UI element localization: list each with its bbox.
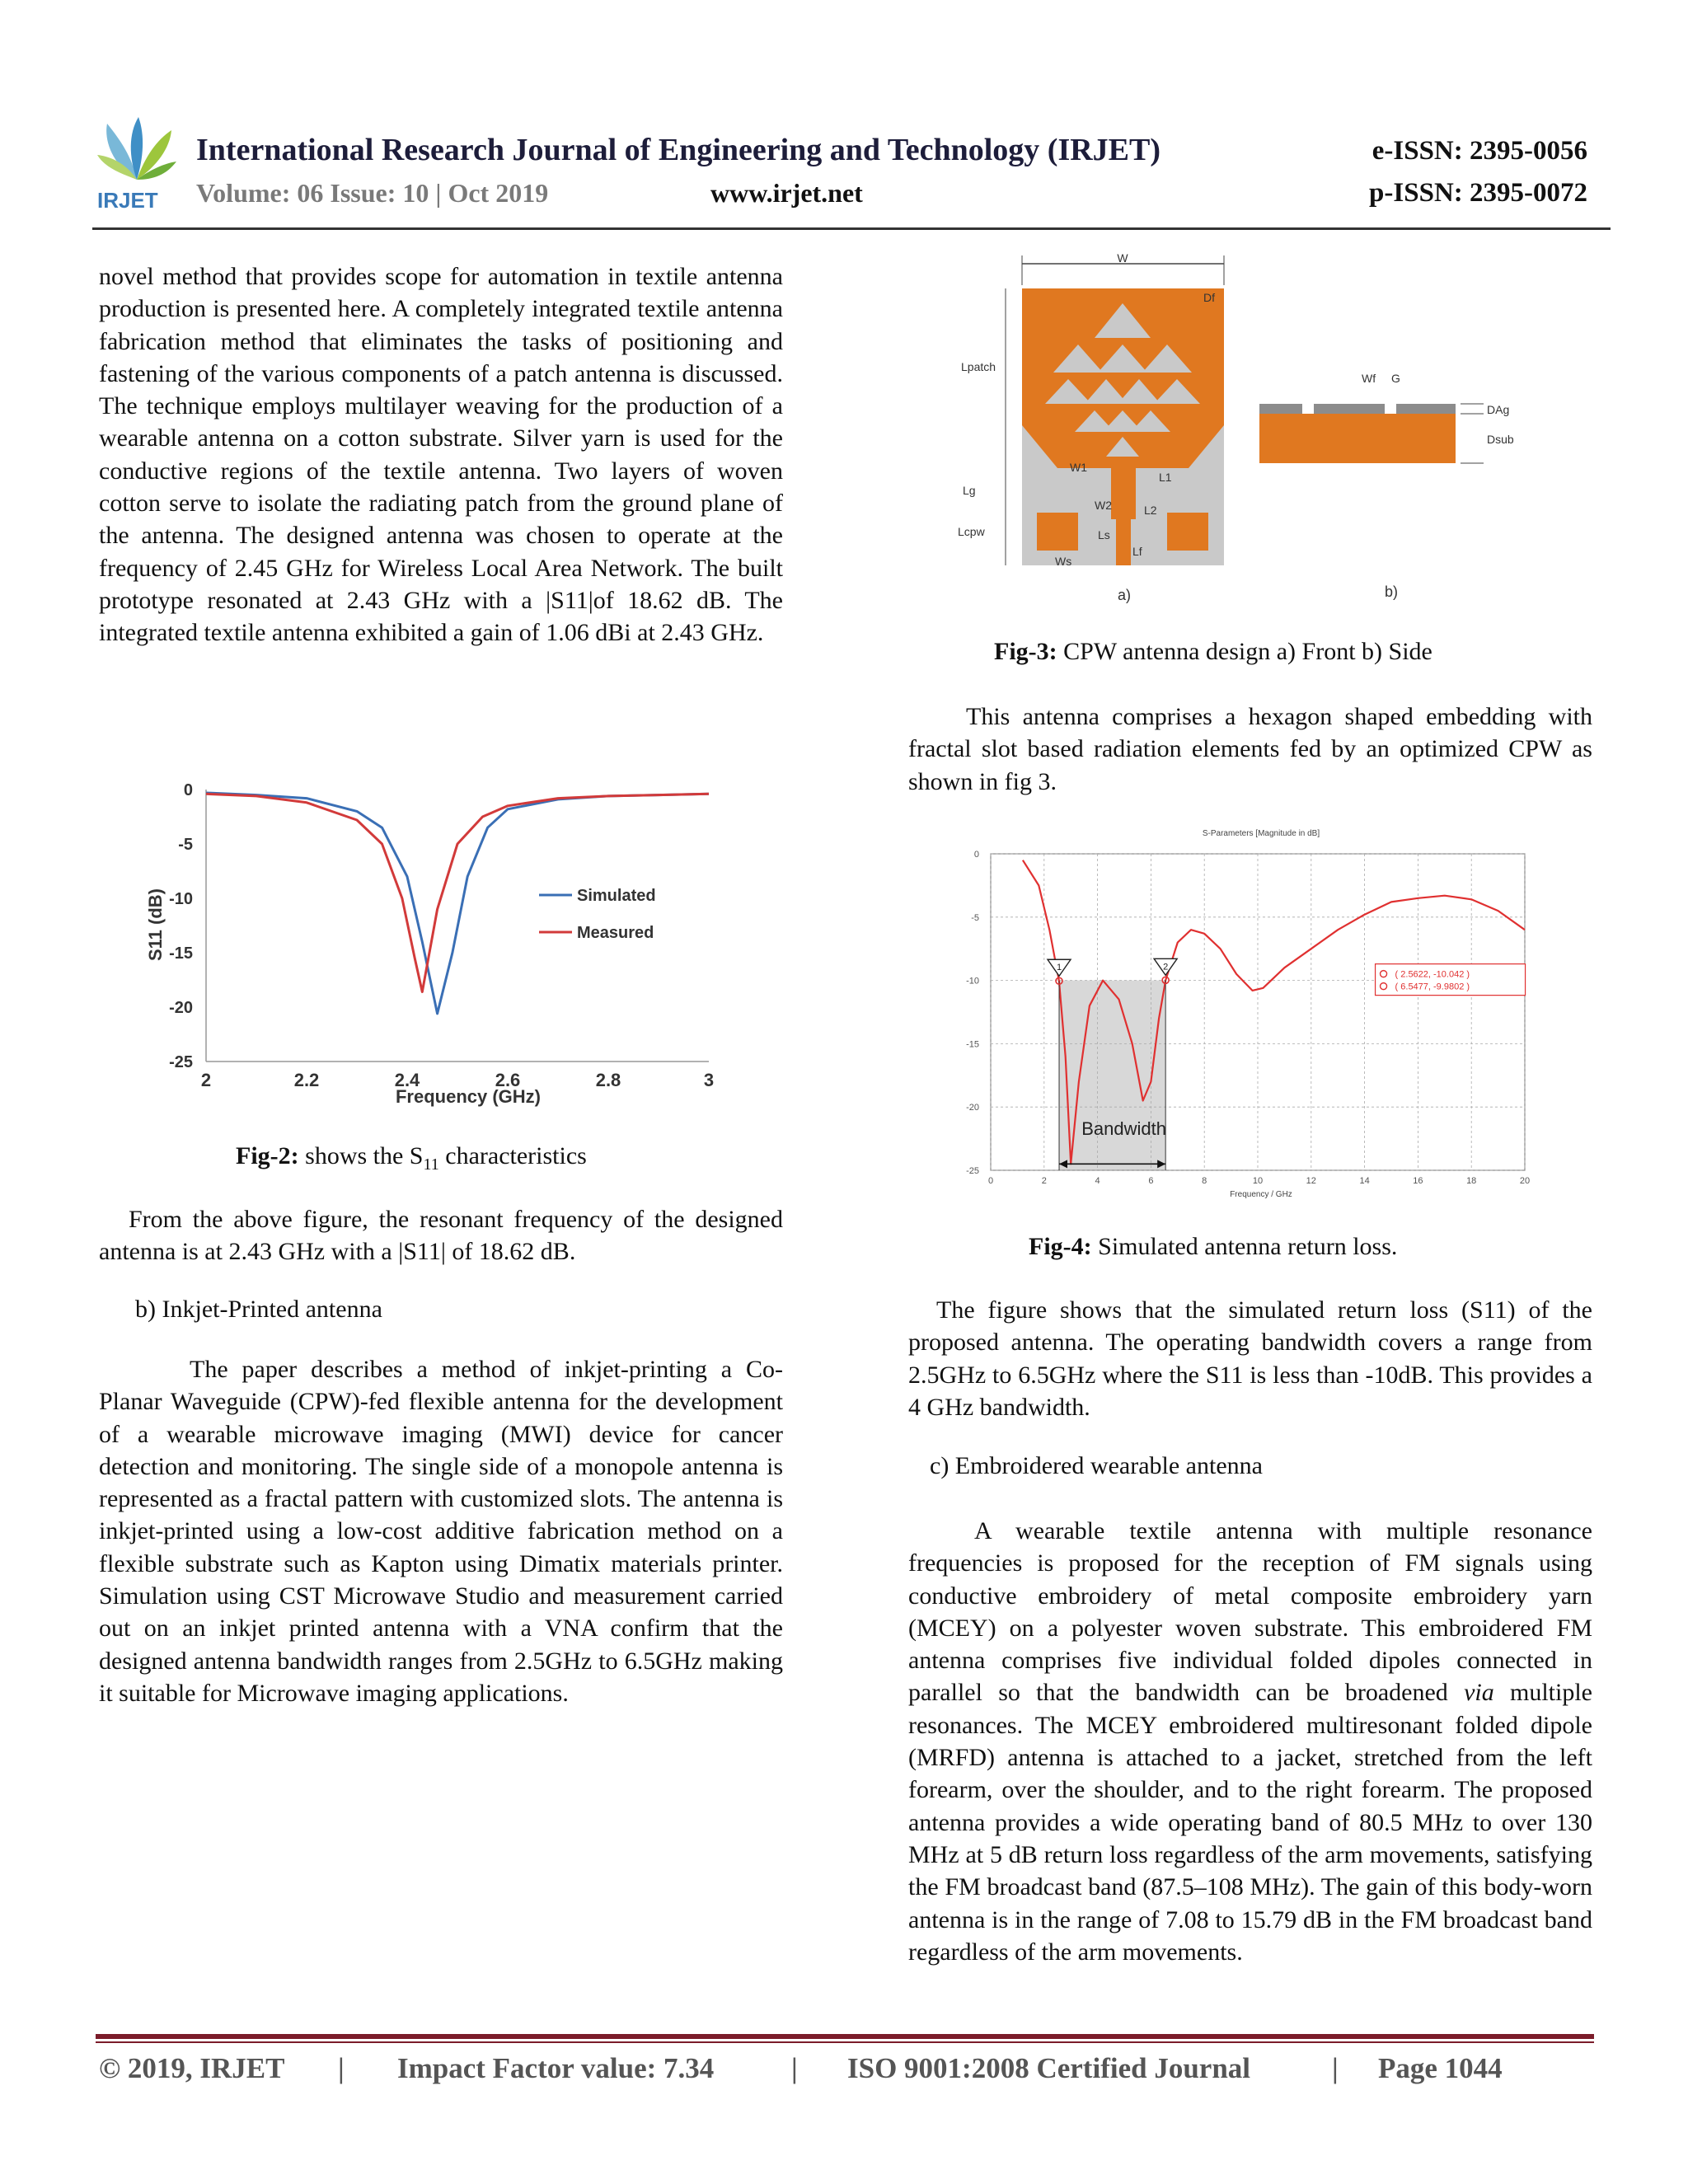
legend-simulated-label: Simulated — [577, 887, 656, 905]
fig2-y-tick: 0 — [183, 781, 193, 799]
fig4-marker-readout: ( 6.5477, -9.9802 ) — [1395, 982, 1470, 992]
fig4-x-tick: 4 — [1095, 1176, 1100, 1186]
fig4-x-tick: 0 — [987, 1176, 994, 1186]
fig4-return-loss-chart — [940, 824, 1533, 1212]
journal-title: International Research Journal of Engineering and Technology (IRJET) — [196, 133, 1161, 167]
fig4-y-tick: -20 — [966, 1103, 979, 1113]
left-paragraph-3 — [99, 1353, 783, 1709]
fig4-marker-readout: ( 2.5622, -10.042 ) — [1395, 969, 1470, 980]
fig4-tick-labels — [966, 850, 1530, 1186]
label-b: b) — [1385, 583, 1399, 600]
volume-issue: Volume: 06 Issue: 10 | Oct 2019 — [196, 178, 549, 208]
p-issn: p-ISSN: 2395-0072 — [1369, 178, 1587, 208]
label-dsub: Dsub — [1487, 433, 1514, 446]
fig2-y-tick: -25 — [169, 1053, 193, 1071]
fig2-x-tick: 3 — [703, 1070, 715, 1090]
fig4-x-axis-label: Frequency / GHz — [1230, 1190, 1292, 1199]
fig4-x-tick: 14 — [1359, 1176, 1370, 1186]
fig2-caption-tail: characteristics — [445, 1142, 587, 1169]
fig2-y-tick: -5 — [178, 836, 193, 854]
label-w: W — [1117, 252, 1128, 265]
label-w2: W2 — [1095, 499, 1112, 512]
header-rule — [92, 227, 1611, 230]
fig4-marker-id: 1 — [1056, 963, 1062, 973]
fig4-x-tick: 10 — [1252, 1176, 1264, 1186]
fig2-caption-label: Fig-2: — [236, 1142, 299, 1169]
fig4-y-tick: -25 — [966, 1166, 979, 1176]
right-paragraph-3 — [908, 1515, 1592, 1968]
paragraph-text: This antenna comprises a hexagon shaped embedding with fractal slot based radiation elements fed by an optimized CPW as shown in fig 3. — [908, 703, 1592, 795]
fig4-bandwidth-label: Bandwidth — [1081, 1118, 1166, 1139]
fig2-y-axis-label: S11 (dB) — [145, 888, 166, 962]
logo-text: IRJET — [97, 188, 158, 213]
fig2-y-tick: -15 — [169, 944, 193, 963]
fig4-bandwidth-fill — [1059, 981, 1165, 1170]
footer-rule-thin — [96, 2041, 1594, 2043]
paragraph-part-a: A wearable textile antenna with multiple resonance frequencies is proposed for the reception of FM signals using conductive embroidery of metal composite embroidery yarn (MCEY) on a polyester woven substrate. This embroidered FM antenna comprises five individual folded dipoles connected in parallel so that the bandwidth can be broadened — [908, 1517, 1592, 1707]
fig2-caption — [236, 1142, 587, 1174]
fig2-caption-sub: 11 — [423, 1155, 439, 1174]
fig2-y-tick: -10 — [169, 890, 193, 908]
label-dag: DAg — [1487, 403, 1510, 416]
label-lg: Lg — [963, 484, 976, 497]
label-g: G — [1391, 372, 1400, 385]
fig3-caption-text: CPW antenna design a) Front b) Side — [1063, 638, 1432, 665]
subheading-embroidered: c) Embroidered wearable antenna — [930, 1452, 1263, 1479]
fig4-caption-text: Simulated antenna return loss. — [1098, 1233, 1398, 1260]
footer-copyright: © 2019, IRJET — [99, 2052, 285, 2084]
fig2-x-tick: 2.2 — [293, 1070, 320, 1090]
fig4-x-tick: 2 — [1041, 1176, 1047, 1186]
footer-iso: ISO 9001:2008 Certified Journal — [847, 2052, 1251, 2084]
fig2-caption-text: shows the S — [305, 1142, 424, 1169]
fig3-side-view — [1259, 372, 1514, 600]
label-df: Df — [1203, 291, 1215, 304]
fig2-legend — [539, 887, 656, 942]
fig3-caption — [994, 638, 1432, 666]
fig2-x-tick: 2.4 — [394, 1070, 420, 1090]
paragraph-text: novel method that provides scope for automation in textile antenna production is presented here. A completely integrated textile antenna fabrication method that eliminates the tasks of positioning and fastening of the various components of a patch antenna is discussed. The technique employs multilayer weaving for the production of a wearable antenna on a cotton substrate. Silver yarn is used for the conductive regions of the textile antenna. Two layers of woven cotton serve to isolate the radiating patch from the ground plane of the antenna. The designed antenna was chosen to operate at the frequency of 2.45 GHz for Wireless Local Area Network. The built prototype resonated at 2.43 GHz with a |S11|of 18.62 dB. The integrated textile antenna exhibited a gain of 1.06 dBi at 2.43 GHz. — [99, 263, 783, 647]
fig4-caption — [1029, 1233, 1397, 1261]
legend-measured-label: Measured — [577, 924, 654, 942]
fig4-bandwidth-region — [1059, 981, 1165, 1170]
fig2-x-tick: 2 — [200, 1070, 212, 1090]
footer-separator: | — [338, 2052, 345, 2084]
fig2-y-tick: -20 — [169, 999, 193, 1017]
paragraph-text: The figure shows that the simulated return loss (S11) of the proposed antenna. The operating bandwidth covers a range from 2.5GHz to 6.5GHz where the S11 is less than -10dB. This provides a 4 GHz bandwidth. — [908, 1296, 1592, 1421]
fig4-y-tick: -10 — [966, 976, 979, 987]
fig4-y-tick: -5 — [971, 912, 979, 923]
fig4-y-tick: -15 — [966, 1039, 979, 1050]
fig2-s11-chart — [132, 766, 742, 1121]
logo-leaves-icon — [97, 117, 176, 180]
left-paragraph-1 — [99, 260, 783, 649]
footer-rule — [96, 2034, 1594, 2039]
right-paragraph-2 — [908, 1294, 1592, 1423]
fig3-cpw-antenna-design — [923, 252, 1533, 612]
paragraph-italic-via: via — [1464, 1679, 1494, 1707]
footer-page-number: Page 1044 — [1378, 2052, 1503, 2084]
footer-separator: | — [791, 2052, 798, 2084]
paragraph-text: The paper describes a method of inkjet-printing a Co-Planar Waveguide (CPW)-fed flexible antenna for the development of a wearable microwave imaging (MWI) device for cancer detection and monitoring. The single side of a monopole antenna is represented as a fractal pattern with customized slots. The antenna is inkjet-printed using a low-cost additive fabrication method on a flexible substrate such as Kapton using Dimatix materials printer. Simulation using CST Microwave Studio and measurement carried out on an inkjet printed antenna with a VNA confirm that the designed antenna bandwidth ranges from 2.5GHz to 6.5GHz making it suitable for Microwave imaging applications. — [99, 1356, 783, 1707]
footer-impact-factor: Impact Factor value: 7.34 — [397, 2052, 715, 2084]
label-l2: L2 — [1144, 504, 1157, 517]
footer-separator: | — [1332, 2052, 1339, 2084]
fig2-x-tick: 2.8 — [595, 1070, 621, 1090]
label-a: a) — [1118, 587, 1132, 603]
fig4-x-tick: 20 — [1519, 1176, 1531, 1186]
paragraph-part-b: multiple resonances. The MCEY embroidered multiresonant folded dipole (MRFD) antenna is attached to a jacket, stretched from the left forearm, over the shoulder, and to the right forearm. The proposed antenna provides a wide operating band of 80.5 MHz to over 130 MHz at 5 dB return loss regardless of the arm movements, satisfying the FM broadcast band (87.5–108 MHz). The gain of this body-worn antenna is in the range of 7.08 to 15.79 dB in the FM broadcast band regardless of the arm movements. — [908, 1679, 1592, 1966]
irjet-logo — [96, 115, 178, 213]
fig4-marker-id: 2 — [1163, 962, 1169, 972]
fig4-x-tick: 8 — [1202, 1176, 1207, 1186]
paragraph-text — [908, 1515, 1592, 1968]
fig4-y-tick: 0 — [973, 850, 979, 860]
subheading-inkjet: b) Inkjet-Printed antenna — [135, 1296, 382, 1323]
fig4-x-tick: 16 — [1413, 1176, 1423, 1186]
label-ws: Ws — [1055, 555, 1072, 568]
fig2-x-tick: 2.6 — [495, 1070, 521, 1090]
e-issn: e-ISSN: 2395-0056 — [1372, 136, 1587, 166]
label-w1: W1 — [1070, 461, 1087, 474]
fig3-front-view — [958, 252, 1224, 603]
journal-website: www.irjet.net — [710, 178, 863, 208]
label-lf: Lf — [1132, 545, 1142, 558]
fig4-title: S-Parameters [Magnitude in dB] — [1202, 829, 1320, 838]
label-lpatch: Lpatch — [961, 360, 996, 373]
fig4-x-tick: 6 — [1148, 1176, 1154, 1186]
label-ls: Ls — [1098, 528, 1110, 541]
label-lcpw: Lcpw — [958, 525, 985, 538]
fig3-caption-label: Fig-3: — [994, 638, 1057, 665]
right-paragraph-1 — [908, 701, 1592, 798]
fig4-x-tick: 12 — [1306, 1176, 1316, 1186]
paragraph-text: From the above figure, the resonant frequency of the designed antenna is at 2.43 GHz with a |S11| of 18.62 dB. — [99, 1206, 783, 1266]
label-l1: L1 — [1159, 471, 1172, 484]
fig4-x-tick: 18 — [1466, 1176, 1477, 1186]
fig2-x-axis-label: Frequency (GHz) — [395, 1086, 542, 1107]
left-paragraph-2 — [99, 1203, 783, 1268]
fig4-caption-label: Fig-4: — [1029, 1233, 1092, 1260]
label-wf: Wf — [1362, 372, 1376, 385]
